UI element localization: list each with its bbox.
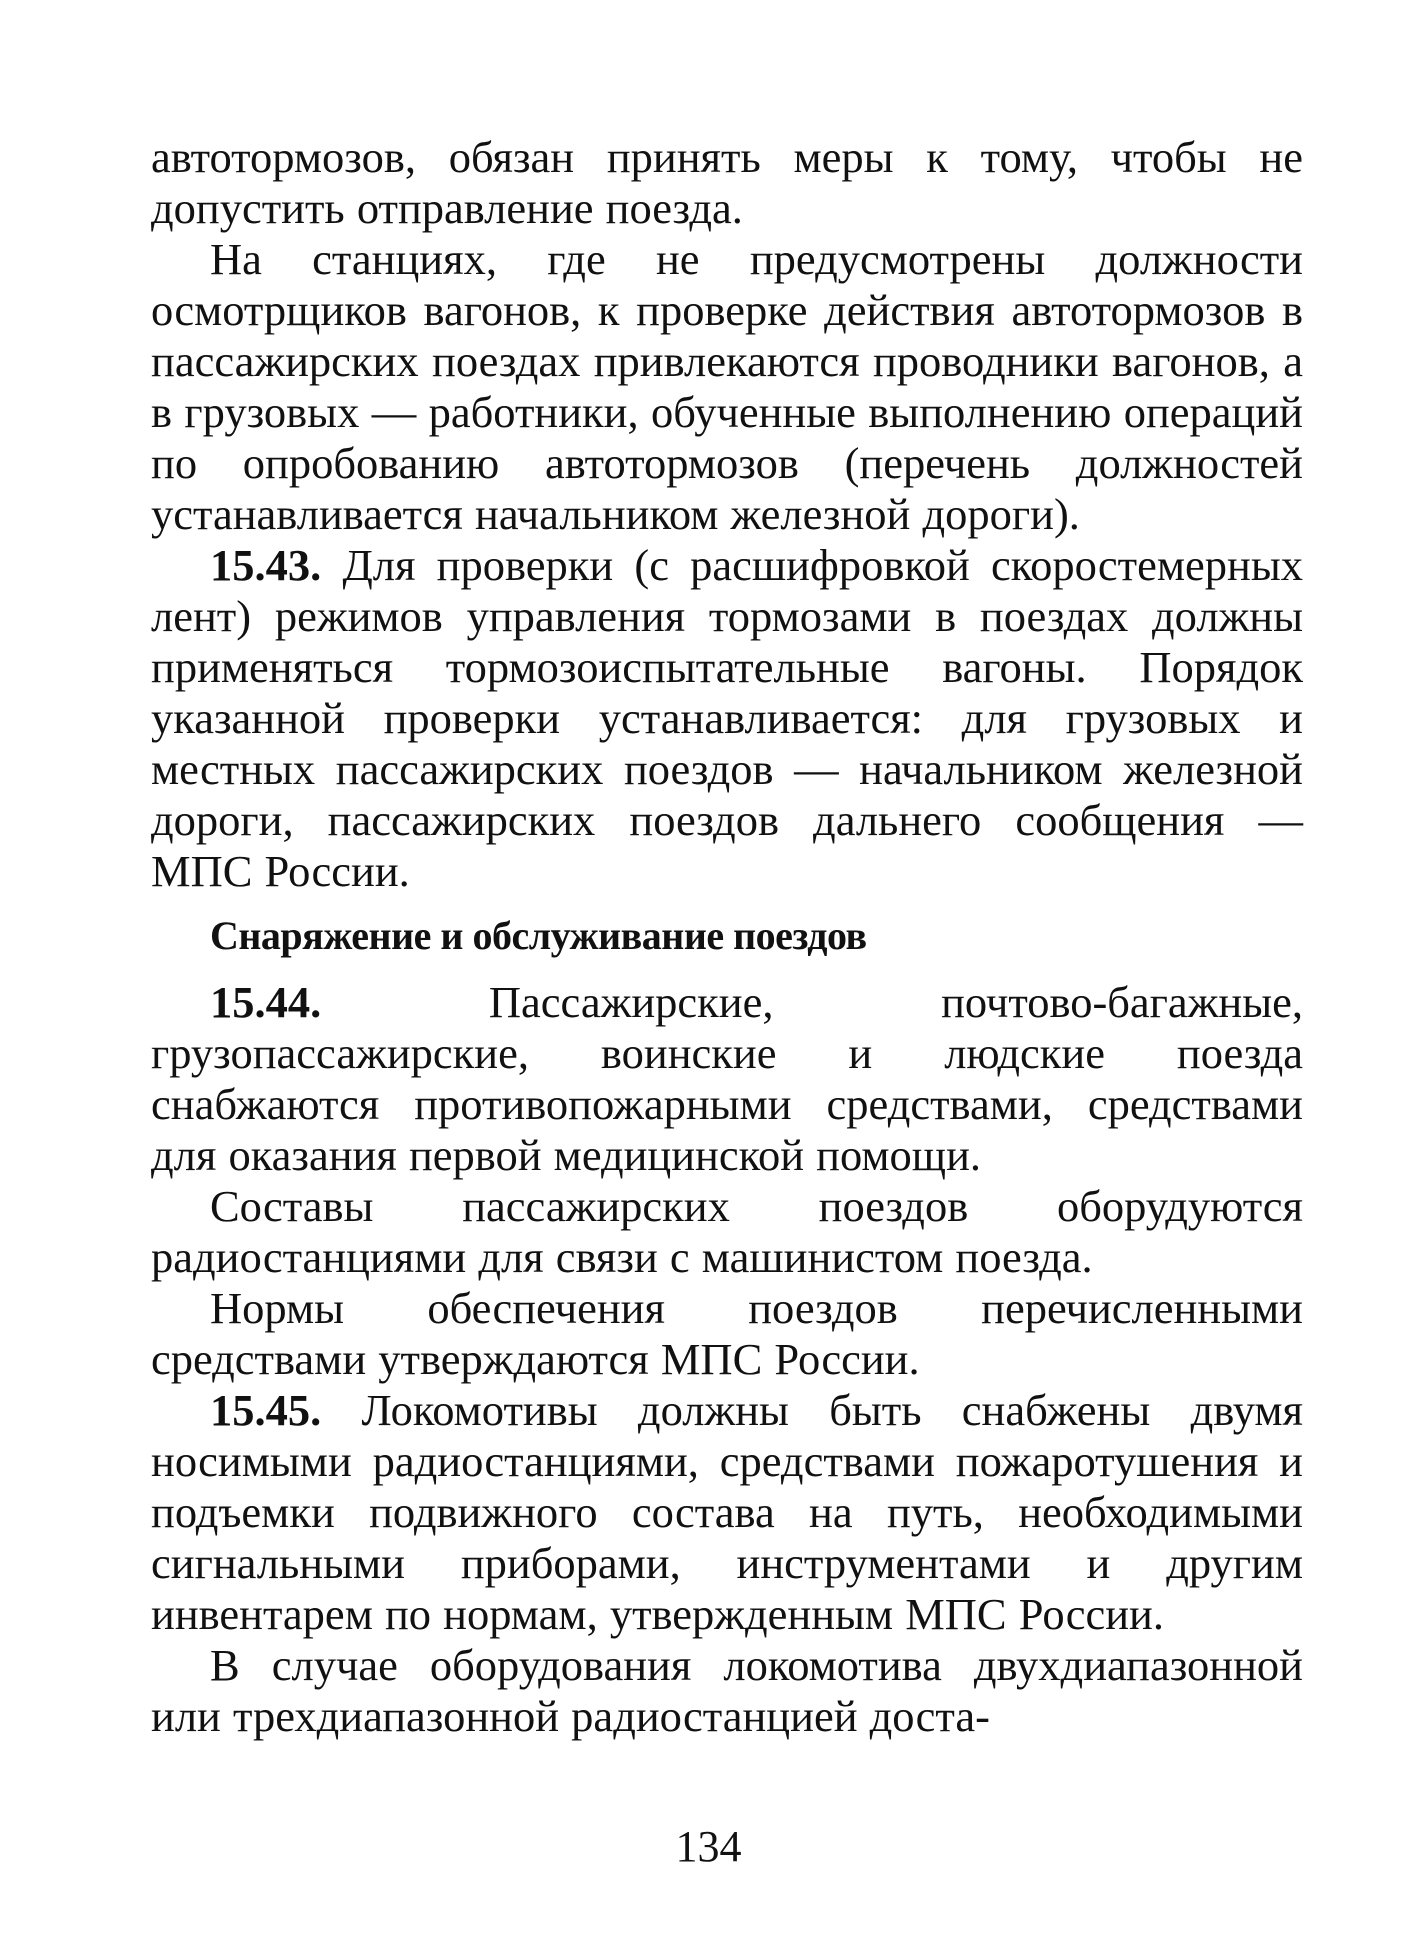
clause-number: 15.44. (210, 977, 322, 1027)
clause-number: 15.43. (210, 540, 322, 590)
page-body (151, 132, 1303, 1742)
paragraph-text: На станциях, где не предусмотрены должности осмотрщиков вагонов, к проверке действия автотормозов в пассажирских поездах привлекаются проводники вагонов, а в грузовых — работники, обученные выполнению операций по опробованию автотормозов (перечень должностей устанавливается начальником железной дороги). (151, 234, 1303, 539)
paragraph-text: Локомотивы должны быть снабжены двумя носимыми радиостанциями, средствами пожаротушения и подъемки подвижного состава на путь, необходимыми сигнальными приборами, инструментами и другим инвентарем по нормам, утвержденным МПС России. (151, 1385, 1303, 1639)
paragraph-text: автотормозов, обязан принять меры к тому, чтобы не допустить отправление поезда. (151, 132, 1303, 233)
paragraph-radio-stations (151, 1181, 1303, 1283)
paragraph-text: Пассажирские, почтово-багажные, грузопассажирские, воинские и людские поезда снабжаются противопожарными средствами, средствами для оказания первой медицинской помощи. (151, 977, 1303, 1180)
paragraph-inspectors (151, 234, 1303, 540)
paragraph-15-43 (151, 540, 1303, 897)
paragraph-text: В случае оборудования локомотива двухдиапазонной или трехдиапазонной радиостанцией доста- (151, 1640, 1303, 1741)
paragraph-dual-band (151, 1640, 1303, 1742)
section-heading: Снаряжение и обслуживание поездов (210, 913, 867, 958)
paragraph-norms (151, 1283, 1303, 1385)
page-number: 134 (675, 1822, 742, 1871)
paragraph-15-44 (151, 977, 1303, 1181)
paragraph-15-45 (151, 1385, 1303, 1640)
paragraph-text: Нормы обеспечения поездов перечисленными средствами утверждаются МПС России. (151, 1283, 1303, 1384)
clause-number: 15.45. (210, 1385, 322, 1435)
paragraph-text: Для проверки (с расшифровкой скоростемерных лент) режимов управления тормозами в поездах должны применяться тормозоиспытательные вагоны. Порядок указанной проверки устанавливается: для грузовых и местных пассажирских поездов — начальником железной дороги, пассажирских поездов дальнего сообщения — МПС России. (151, 540, 1303, 896)
paragraph-text: Составы пассажирских поездов оборудуются радиостанциями для связи с машинистом поезда. (151, 1181, 1303, 1282)
paragraph-continuation (151, 132, 1303, 234)
